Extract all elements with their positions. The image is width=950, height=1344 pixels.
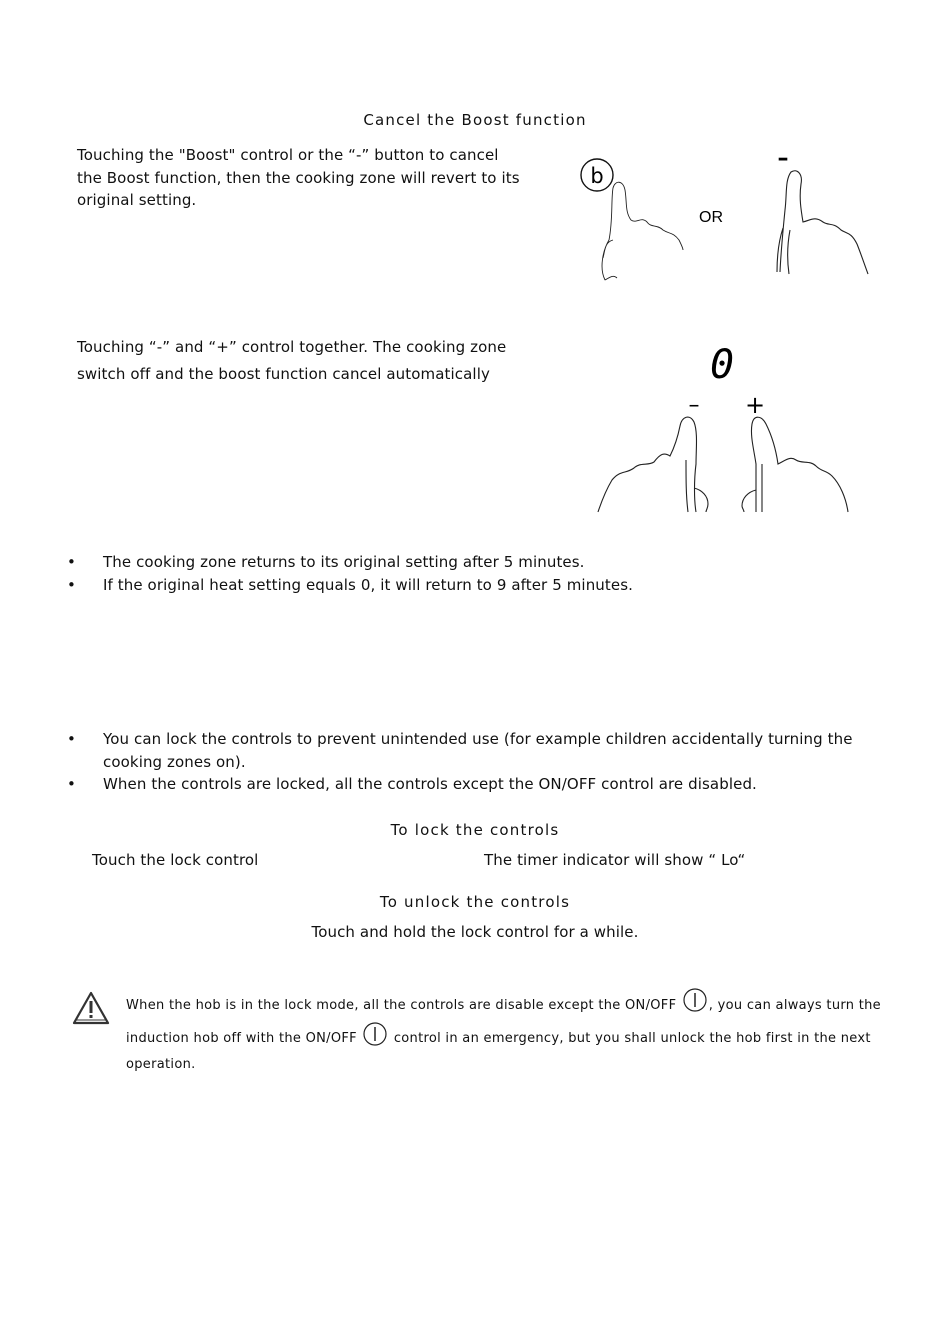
minus-glyph-top: – — [777, 146, 789, 171]
bullet-icon: • — [67, 575, 76, 594]
power-icon — [361, 1022, 389, 1055]
power-icon — [681, 989, 709, 1022]
lock-notes-list — [67, 728, 882, 796]
pointing-hand-icon — [777, 171, 868, 274]
pointing-hand-icon — [598, 417, 708, 512]
pointing-hand-icon — [742, 417, 848, 512]
unlock-instruction: Touch and hold the lock control for a while. — [311, 923, 639, 941]
boost-button-icon — [581, 159, 613, 191]
lock-step-left: Touch the lock control — [92, 851, 259, 869]
list-item: • If the original heat setting equals 0, it will return to 9 after 5 minutes. — [67, 574, 887, 597]
pointing-hand-icon — [602, 182, 683, 280]
warning-icon — [71, 990, 111, 1026]
minus-plus-illustration — [590, 340, 860, 520]
section-title-cancel-boost: Cancel the Boost function — [363, 111, 587, 129]
plus-control-icon: + — [744, 391, 766, 419]
boost-cancel-illustration — [575, 146, 875, 285]
cancel-boost-paragraph: Touching the "Boost" control or the “-” button to cancel the Boost function, then the cooking zone will revert to its original setting. — [77, 146, 520, 209]
display-digit: 0 — [709, 342, 735, 388]
bullet-icon: • — [67, 775, 76, 793]
bullet-icon: • — [67, 730, 76, 748]
minus-plus-together-paragraph: Touching “-” and “+” control together. The cooking zone switch off and the boost function cancel automatically — [77, 338, 507, 383]
list-item: • When the controls are locked, all the controls except the ON/OFF control are disabled. — [67, 773, 882, 796]
or-label: OR — [699, 209, 723, 226]
lock-step-right: The timer indicator will show “ Lo“ — [484, 851, 746, 869]
list-item: • You can lock the controls to prevent unintended use (for example children accidentally turning the cooking zones on). — [67, 730, 853, 771]
list-item: • The cooking zone returns to its original setting after 5 minutes. — [67, 551, 887, 574]
boost-notes-list — [67, 551, 887, 596]
section-title-unlock: To unlock the controls — [379, 893, 571, 911]
warning-text: When the hob is in the lock mode, all the controls are disable except the ON/OFF , you can always turn the induction hob off with the ON/OFF control in an emergency, but you shall unlock the hob first in the next operation. — [126, 989, 886, 1077]
minus-control-icon: – — [688, 393, 700, 418]
boost-glyph: b — [590, 164, 604, 188]
section-title-lock: To lock the controls — [390, 821, 560, 839]
bullet-icon: • — [67, 553, 76, 571]
